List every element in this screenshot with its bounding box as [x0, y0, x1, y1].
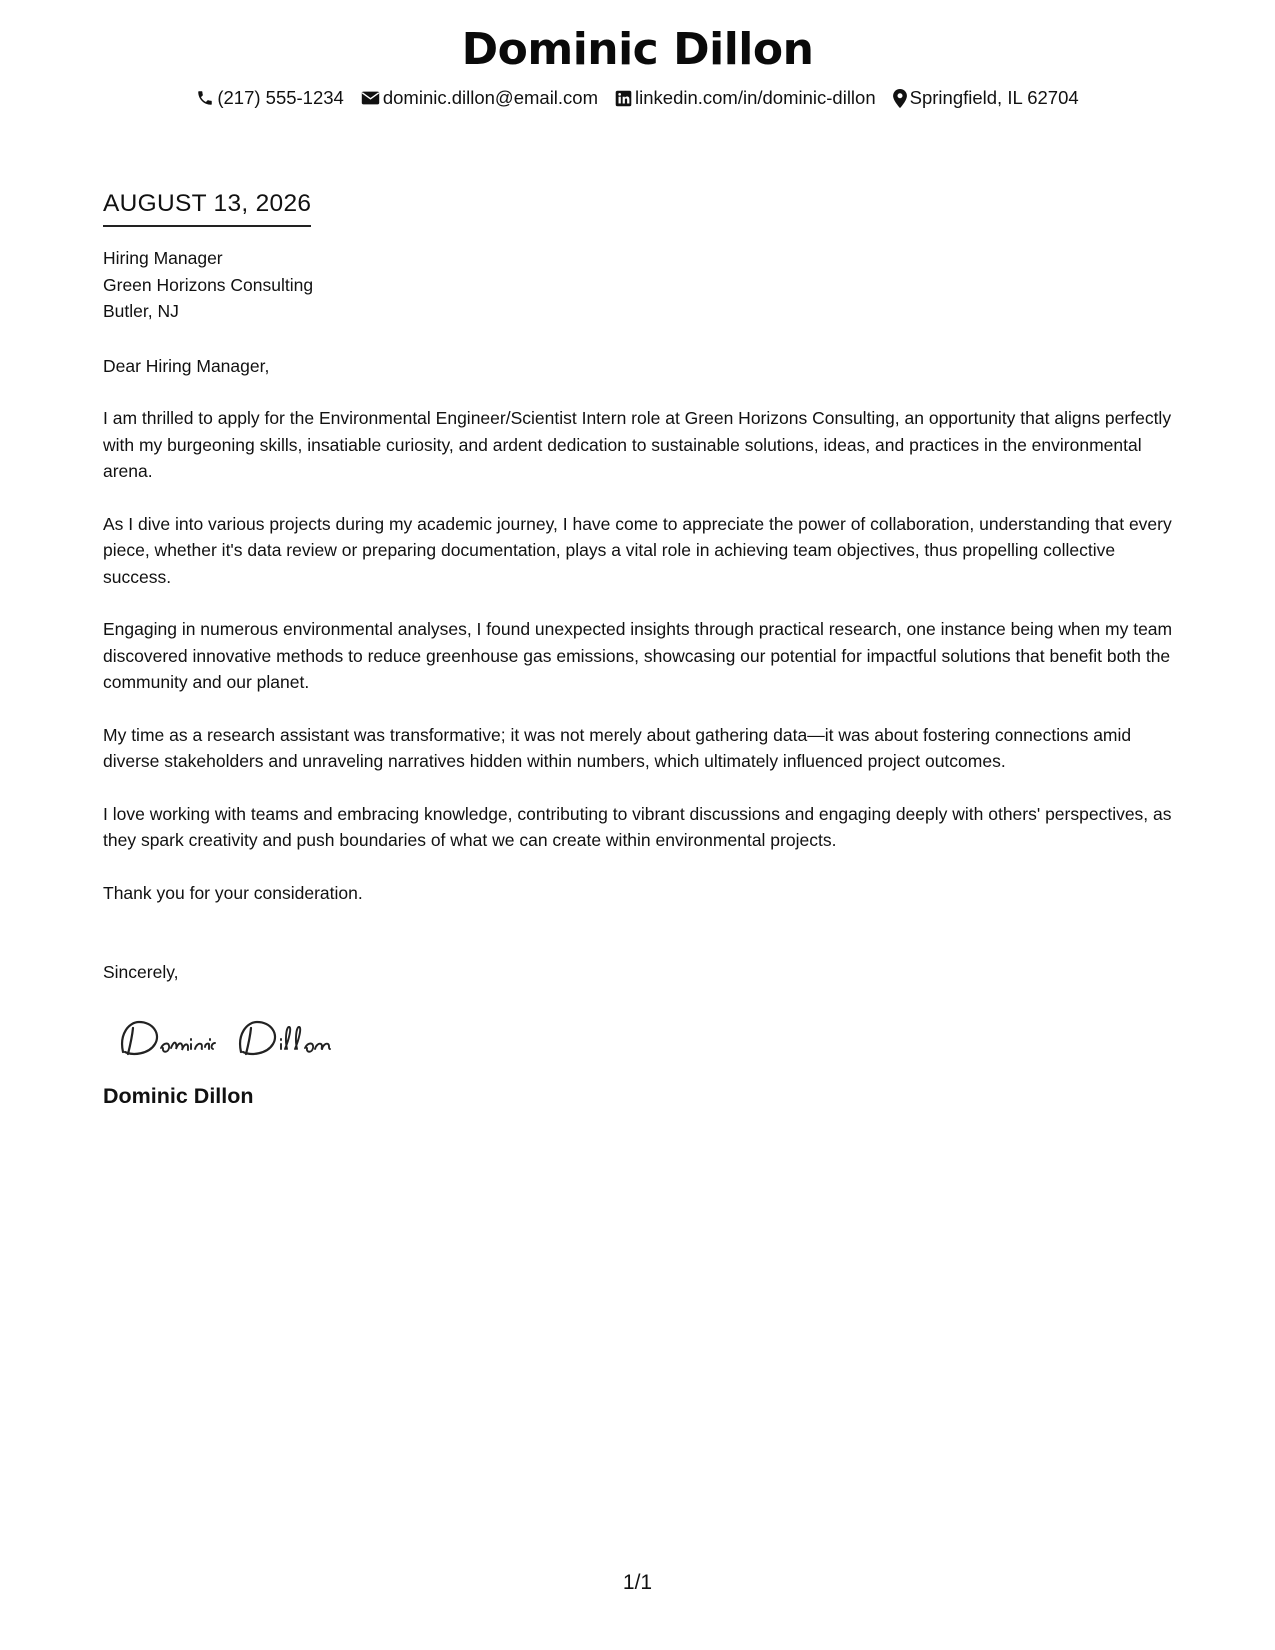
phone-icon	[196, 89, 214, 107]
closing: Sincerely,	[103, 962, 179, 982]
applicant-name: Dominic Dillon	[461, 24, 814, 75]
contact-email	[361, 86, 598, 110]
contact-info	[0, 86, 1275, 110]
salutation: Dear Hiring Manager,	[103, 355, 270, 376]
contact-linkedin	[615, 86, 876, 110]
body-paragraph: I love working with teams and embracing knowledge, contributing to vibrant discussions and engaging deeply with others' perspectives, as they spark creativity and push boundaries of what we can create within environmental projects.	[103, 803, 1172, 850]
contact-phone	[196, 86, 344, 110]
letter-date: AUGUST 13, 2026	[103, 188, 311, 227]
linkedin-icon	[615, 90, 632, 107]
map-marker-icon	[893, 89, 907, 108]
body-paragraph: I am thrilled to apply for the Environmental Engineer/Scientist Intern role at Green Horizons Consulting, an opportunity that aligns perfectly with my burgeoning skills, insatiable curiosity, and ardent dedication to sustainable solutions, ideas, and practices in the environmental arena.	[103, 408, 1172, 481]
letter-header	[0, 22, 1275, 110]
recipient-title: Hiring Manager	[103, 248, 223, 268]
phone-text: (217) 555-1234	[217, 87, 344, 108]
page-indicator: 1/1	[622, 1571, 653, 1594]
body-paragraph: As I dive into various projects during my academic journey, I have come to appreciate the power of collaboration, understanding that every piece, whether it's data review or preparing documentation, plays a vital role in achieving team objectives, thus propelling collective success.	[103, 513, 1172, 587]
thank-you-line: Thank you for your consideration.	[103, 882, 363, 903]
body-paragraph: My time as a research assistant was transformative; it was not merely about gathering data—it was about fostering connections amid diverse stakeholders and unraveling narratives hidden within numbers, which ultimately influenced project outcomes.	[103, 724, 1132, 771]
recipient-location: Butler, NJ	[103, 301, 179, 321]
handwritten-signature	[115, 1014, 355, 1064]
contact-location	[893, 86, 1079, 110]
location-text: Springfield, IL 62704	[909, 87, 1079, 108]
body-paragraph: Engaging in numerous environmental analyses, I found unexpected insights through practical research, one instance being when my team discovered innovative methods to reduce greenhouse gas emissions, showcasing our potential for impactful solutions that benefit both the community and our planet.	[103, 619, 1173, 692]
email-text: dominic.dillon@email.com	[382, 87, 599, 108]
linkedin-text: linkedin.com/in/dominic-dillon	[635, 87, 876, 108]
recipient-company: Green Horizons Consulting	[103, 274, 314, 295]
envelope-icon	[361, 90, 380, 106]
letter-body	[103, 188, 1183, 1110]
recipient-block	[103, 245, 1183, 325]
signer-name: Dominic Dillon	[103, 1083, 254, 1108]
